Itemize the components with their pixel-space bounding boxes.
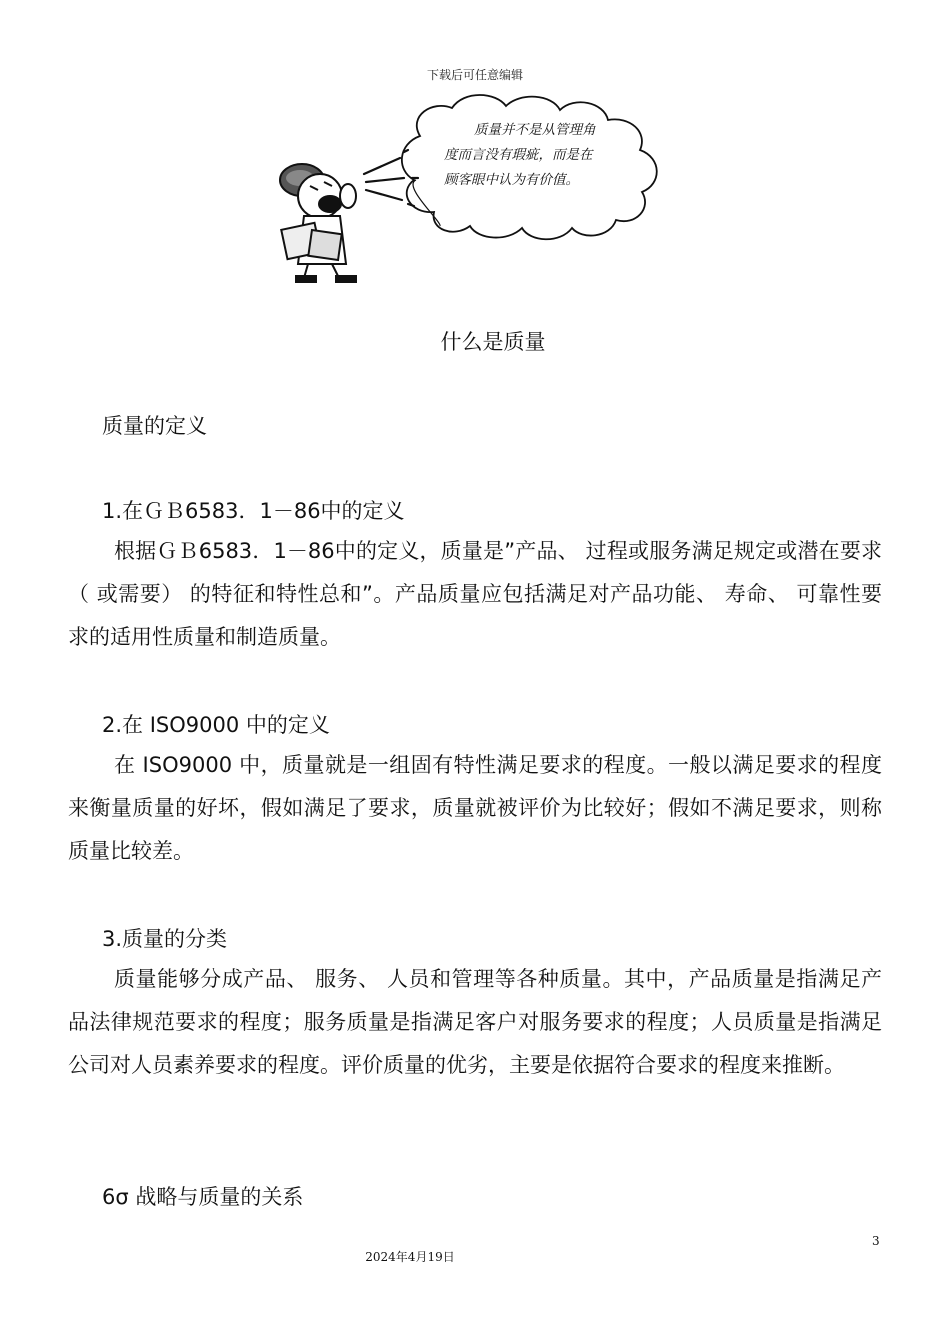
section-heading-iso-definition: 2.在 ISO9000 中的定义 xyxy=(102,713,330,737)
section-heading-six-sigma: 6σ 战略与质量的关系 xyxy=(102,1185,304,1209)
paragraph-gb-definition: 根据ＧＢ6583．1－86中的定义，质量是”产品、 过程或服务满足规定或潜在要求（ 或需要） 的特征和特性总和”。产品质量应包括满足对产品功能、 寿命、 可靠性要求的适用性质量和制造质量。 xyxy=(68,539,882,649)
page-title: 什么是质量 xyxy=(440,330,546,354)
section-heading-quality-definition: 质量的定义 xyxy=(102,414,207,438)
speech-bubble-text xyxy=(444,118,644,193)
footer-date: 2024年4月19日 xyxy=(365,1250,455,1264)
bubble-line: 质量并不是从管理角 xyxy=(474,122,596,138)
header-note: 下载后可任意编辑 xyxy=(426,68,523,82)
page-number: 3 xyxy=(872,1234,880,1248)
cartoon-character xyxy=(280,164,356,282)
bubble-line: 度而言没有瑕疵，而是在 xyxy=(444,147,593,163)
paragraph-iso-definition: 在 ISO9000 中，质量就是一组固有特性满足要求的程度。一般以满足要求的程度来衡量质量的好坏，假如满足了要求，质量就被评价为比较好；假如不满足要求，则称质量比较差。 xyxy=(68,753,882,863)
section-heading-gb-definition: 1.在ＧＢ6583．1－86中的定义 xyxy=(102,499,405,523)
section-heading-quality-classification: 3.质量的分类 xyxy=(102,927,228,951)
paragraph-quality-classification: 质量能够分成产品、 服务、 人员和管理等各种质量。其中，产品质量是指满足产品法律规范要求的程度；服务质量是指满足客户对服务要求的程度；人员质量是指满足公司对人员素养要求的程度。评价质量的优劣，主要是依据符合要求的程度来推断。 xyxy=(68,967,882,1077)
bubble-line: 顾客眼中认为有价值。 xyxy=(444,172,579,188)
